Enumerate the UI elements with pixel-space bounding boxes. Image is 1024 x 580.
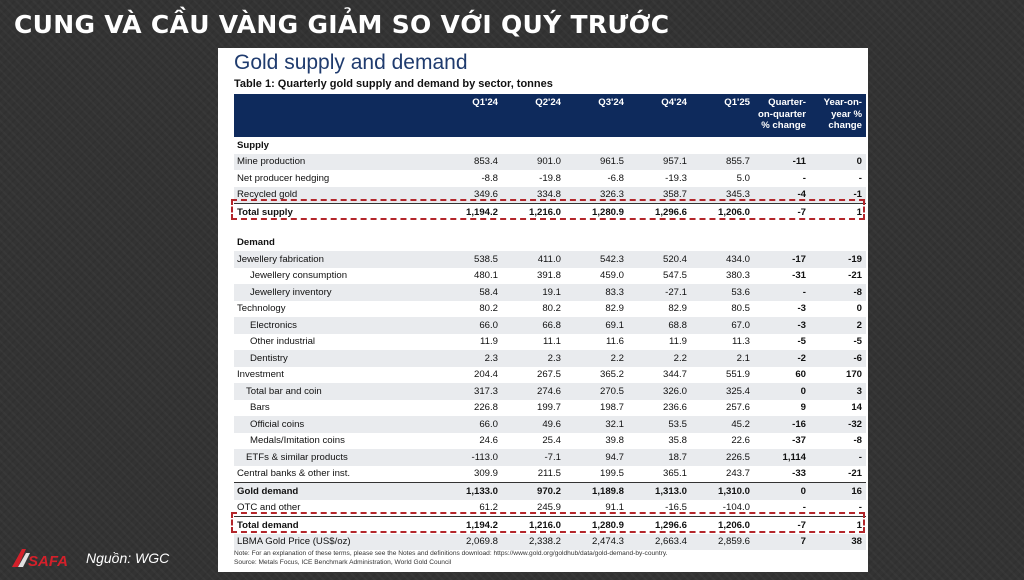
cell-qoq: -3	[754, 317, 810, 334]
row-label: Other industrial	[250, 336, 316, 348]
table-row	[234, 284, 866, 301]
cell-q4-24: 82.9	[668, 303, 687, 315]
header-label-cell	[234, 94, 439, 137]
table-row	[234, 383, 866, 400]
row-label: ETFs & similar products	[234, 449, 439, 466]
cell-q3-24: 1,280.9	[565, 204, 628, 221]
cell-q1-24: 61.2	[479, 502, 498, 514]
cell-yoy: 38	[810, 534, 866, 551]
source-caption: Nguồn: WGC	[86, 550, 170, 566]
svg-text:SAFA: SAFA	[28, 553, 69, 570]
cell-qoq: -	[802, 172, 806, 184]
cell-q4-24: 520.4	[628, 251, 691, 268]
header-q1-24: Q1'24	[439, 94, 502, 137]
cell-q1-24: -8.8	[481, 172, 498, 184]
header-q2-24: Q2'24	[502, 94, 565, 137]
cell-q1-24: 66.0	[439, 317, 502, 334]
cell-q4-24: 53.5	[628, 416, 691, 433]
cell-q4-24: 358.7	[628, 187, 691, 204]
cell-q2-24: 245.9	[536, 502, 561, 514]
cell-q4-24: -19.3	[665, 172, 687, 184]
cell-q2-24: 970.2	[502, 483, 565, 500]
header-qoq-line3: % change	[761, 120, 806, 131]
cell-q3-24: -6.8	[607, 172, 624, 184]
cell-qoq: -4	[754, 187, 810, 204]
cell-q4-24: 18.7	[628, 449, 691, 466]
cell-q4-24: -16.5	[665, 502, 687, 514]
cell-qoq: -17	[754, 251, 810, 268]
cell-q1-25: 22.6	[731, 435, 750, 447]
row-label: Mine production	[234, 154, 439, 171]
cell-q1-24: 1,194.2	[439, 204, 502, 221]
cell-q1-25: 243.7	[725, 468, 750, 480]
cell-yoy: 0	[856, 303, 862, 315]
gold-demand-row	[234, 483, 866, 500]
cell-qoq: -31	[792, 270, 806, 282]
cell-q1-25: 434.0	[691, 251, 754, 268]
cell-yoy: -21	[848, 270, 862, 282]
row-label: LBMA Gold Price (US$/oz)	[234, 534, 439, 551]
cell-q3-24: 2,474.3	[565, 534, 628, 551]
table-row	[234, 416, 866, 433]
header-qoq-line1: Quarter-	[768, 97, 806, 108]
cell-q1-24: 58.4	[439, 284, 502, 301]
cell-q3-24: 961.5	[565, 154, 628, 171]
cell-yoy: 0	[810, 154, 866, 171]
row-label: Jewellery consumption	[250, 270, 348, 282]
cell-q1-25: 257.6	[725, 402, 750, 414]
row-label: Dentistry	[234, 350, 439, 367]
cell-qoq: -	[754, 284, 810, 301]
spacer-row	[234, 221, 866, 235]
cell-qoq: -5	[797, 336, 806, 348]
cell-qoq: 7	[754, 534, 810, 551]
cell-qoq: -37	[792, 435, 806, 447]
cell-q2-24: -7.1	[502, 449, 565, 466]
cell-q2-24: 25.4	[542, 435, 561, 447]
cell-q1-25: 80.5	[731, 303, 750, 315]
cell-q1-25: 5.0	[736, 172, 750, 184]
cell-q2-24: 901.0	[502, 154, 565, 171]
table-notes	[234, 549, 668, 567]
row-label: Gold demand	[234, 483, 439, 500]
row-label: Net producer hedging	[237, 172, 330, 184]
cell-q2-24: 1,216.0	[502, 204, 565, 221]
cell-q1-25: 551.9	[725, 369, 750, 381]
table-row	[234, 367, 866, 384]
row-label: Demand	[237, 237, 275, 249]
cell-q1-25: 1,206.0	[691, 517, 754, 534]
cell-q1-24: 480.1	[473, 270, 498, 282]
cell-q4-24: 547.5	[662, 270, 687, 282]
highlight-total-demand	[231, 512, 865, 533]
cell-qoq: 9	[800, 402, 806, 414]
cell-yoy: -19	[810, 251, 866, 268]
cell-q3-24: 542.3	[565, 251, 628, 268]
cell-q3-24: 459.0	[599, 270, 624, 282]
cell-q1-25: 325.4	[691, 383, 754, 400]
cell-qoq: -16	[754, 416, 810, 433]
cell-qoq: 1,114	[754, 449, 810, 466]
cell-q3-24: 199.5	[599, 468, 624, 480]
cell-q4-24: 344.7	[662, 369, 687, 381]
cell-qoq: -2	[754, 350, 810, 367]
row-label: Medals/Imitation coins	[250, 435, 345, 447]
row-label: Jewellery inventory	[234, 284, 439, 301]
cell-q2-24: 19.1	[502, 284, 565, 301]
cell-yoy: -	[858, 172, 862, 184]
row-label: Supply	[237, 139, 269, 151]
cell-q1-25: 380.3	[725, 270, 750, 282]
report-panel	[218, 48, 868, 572]
cell-q4-24: 236.6	[662, 402, 687, 414]
supply-demand-table	[234, 94, 864, 550]
header-yoy-change	[810, 94, 866, 137]
cell-yoy: -5	[853, 336, 862, 348]
cell-q2-24: 49.6	[502, 416, 565, 433]
cell-q3-24: 94.7	[565, 449, 628, 466]
cell-qoq: 0	[754, 483, 810, 500]
safa-logo	[10, 545, 72, 571]
cell-q1-25: 2.1	[691, 350, 754, 367]
cell-qoq: -7	[754, 204, 810, 221]
cell-q1-24: 226.8	[473, 402, 498, 414]
cell-q1-24: 66.0	[439, 416, 502, 433]
cell-q1-25: 2,859.6	[691, 534, 754, 551]
cell-q1-25: 11.3	[732, 336, 750, 348]
cell-yoy: 1	[810, 204, 866, 221]
cell-yoy: 3	[810, 383, 866, 400]
cell-q3-24: 1,280.9	[565, 517, 628, 534]
cell-q3-24: 11.6	[606, 336, 624, 348]
table-row	[234, 534, 866, 551]
cell-q4-24: 35.8	[668, 435, 687, 447]
cell-q2-24: 2.3	[502, 350, 565, 367]
section-demand	[234, 235, 866, 252]
cell-qoq: -	[802, 502, 806, 514]
cell-q1-24: 24.6	[479, 435, 498, 447]
cell-q2-24: 334.8	[502, 187, 565, 204]
cell-qoq: 0	[754, 383, 810, 400]
table-row	[234, 317, 866, 334]
cell-q1-25: 345.3	[691, 187, 754, 204]
cell-yoy: 1	[810, 517, 866, 534]
table-caption: Table 1: Quarterly gold supply and demand by sector, tonnes	[234, 78, 553, 90]
cell-q3-24: 326.3	[565, 187, 628, 204]
cell-q2-24: 2,338.2	[502, 534, 565, 551]
cell-q3-24: 91.1	[605, 502, 624, 514]
header-q1-25: Q1'25	[691, 94, 754, 137]
cell-q2-24: 274.6	[502, 383, 565, 400]
cell-q1-24: -113.0	[439, 449, 502, 466]
table-row	[234, 334, 866, 351]
cell-q1-25: 1,206.0	[691, 204, 754, 221]
header-yoy-line3: change	[828, 120, 862, 131]
table-row	[234, 350, 866, 367]
cell-yoy: -1	[810, 187, 866, 204]
cell-q2-24: 199.7	[536, 402, 561, 414]
cell-q2-24: 391.8	[536, 270, 561, 282]
cell-q1-24: 2.3	[439, 350, 502, 367]
cell-q4-24: 365.1	[662, 468, 687, 480]
header-yoy-line1: Year-on-	[823, 97, 862, 108]
cell-q1-24: 1,194.2	[439, 517, 502, 534]
cell-q3-24: 69.1	[565, 317, 628, 334]
header-qoq-line2: on-quarter	[758, 108, 806, 120]
cell-yoy: -8	[853, 435, 862, 447]
cell-q4-24: 957.1	[628, 154, 691, 171]
cell-yoy: 14	[851, 402, 862, 414]
cell-q4-24: 2.2	[628, 350, 691, 367]
cell-qoq: -33	[792, 468, 806, 480]
cell-q3-24: 32.1	[565, 416, 628, 433]
section-supply	[234, 137, 866, 154]
cell-q3-24: 82.9	[605, 303, 624, 315]
cell-q1-25: 53.6	[691, 284, 754, 301]
cell-q4-24: 68.8	[628, 317, 691, 334]
cell-q1-25: -104.0	[722, 502, 750, 514]
cell-q3-24: 83.3	[565, 284, 628, 301]
cell-qoq: -11	[754, 154, 810, 171]
header-yoy-line2: year %	[831, 108, 862, 120]
cell-q4-24: -27.1	[628, 284, 691, 301]
table-row	[234, 170, 866, 187]
table-row	[234, 154, 866, 171]
cell-q2-24: 1,216.0	[502, 517, 565, 534]
row-label: Total supply	[234, 204, 439, 221]
cell-q1-24: 11.9	[480, 336, 498, 348]
cell-q3-24: 39.8	[605, 435, 624, 447]
cell-yoy: 2	[810, 317, 866, 334]
cell-q4-24: 1,313.0	[628, 483, 691, 500]
cell-q1-24: 80.2	[479, 303, 498, 315]
cell-q2-24: 211.5	[537, 468, 561, 480]
cell-yoy: 170	[845, 369, 862, 381]
row-label: Electronics	[234, 317, 439, 334]
cell-q1-25: 855.7	[691, 154, 754, 171]
cell-q3-24: 2.2	[565, 350, 628, 367]
cell-q3-24: 270.5	[565, 383, 628, 400]
row-label: Central banks & other inst.	[237, 468, 351, 480]
source-note-text: Source: Metals Focus, ICE Benchmark Administration, World Gold Council	[234, 559, 452, 566]
doc-heading: Gold supply and demand	[234, 51, 468, 74]
cell-yoy: -21	[848, 468, 862, 480]
cell-q2-24: 80.2	[542, 303, 561, 315]
cell-q3-24: 365.2	[599, 369, 624, 381]
highlight-total-supply	[231, 199, 865, 220]
row-label: Recycled gold	[234, 187, 439, 204]
table-row	[234, 400, 866, 417]
row-label: Technology	[237, 303, 286, 315]
cell-yoy: -	[858, 502, 862, 514]
cell-q2-24: 411.0	[502, 251, 565, 268]
row-label: Bars	[250, 402, 270, 414]
cell-q1-24: 317.3	[439, 383, 502, 400]
cell-qoq: -3	[797, 303, 806, 315]
cell-q1-24: 2,069.8	[439, 534, 502, 551]
row-label: Total bar and coin	[234, 383, 439, 400]
cell-yoy: -8	[810, 284, 866, 301]
cell-q4-24: 1,296.6	[628, 517, 691, 534]
table-row	[234, 433, 866, 450]
row-label: Jewellery fabrication	[234, 251, 439, 268]
cell-q1-25: 226.5	[691, 449, 754, 466]
cell-q4-24: 1,296.6	[628, 204, 691, 221]
cell-q3-24: 1,189.8	[565, 483, 628, 500]
cell-q3-24: 198.7	[599, 402, 624, 414]
table-row	[234, 301, 866, 318]
cell-q4-24: 326.0	[628, 383, 691, 400]
header-q3-24: Q3'24	[565, 94, 628, 137]
cell-yoy: -6	[810, 350, 866, 367]
cell-q1-25: 45.2	[691, 416, 754, 433]
cell-q2-24: -19.8	[539, 172, 561, 184]
table-header-row	[234, 94, 866, 137]
cell-q1-24: 538.5	[439, 251, 502, 268]
cell-q1-24: 853.4	[439, 154, 502, 171]
table-row	[234, 268, 866, 285]
cell-yoy: -32	[810, 416, 866, 433]
cell-q2-24: 267.5	[536, 369, 561, 381]
row-label: OTC and other	[237, 502, 301, 514]
cell-q1-25: 67.0	[691, 317, 754, 334]
cell-q4-24: 11.9	[669, 336, 687, 348]
cell-q1-24: 309.9	[473, 468, 498, 480]
cell-q1-24: 204.4	[473, 369, 498, 381]
cell-qoq: -7	[754, 517, 810, 534]
cell-q2-24: 11.1	[543, 336, 561, 348]
note-text: Note: For an explanation of these terms, please see the Notes and definitions download: https://www.gold.org/goldhub/data/gold-demand-by-country.	[234, 550, 668, 557]
row-label: Official coins	[234, 416, 439, 433]
table-row	[234, 466, 866, 483]
row-label: Investment	[237, 369, 284, 381]
row-label: Total demand	[234, 517, 439, 534]
cell-q2-24: 66.8	[502, 317, 565, 334]
header-qoq-change	[754, 94, 810, 137]
cell-yoy: 16	[810, 483, 866, 500]
cell-qoq: 60	[795, 369, 806, 381]
header-q4-24: Q4'24	[628, 94, 691, 137]
table-row	[234, 449, 866, 466]
table-row	[234, 251, 866, 268]
cell-q1-24: 1,133.0	[439, 483, 502, 500]
cell-q1-25: 1,310.0	[691, 483, 754, 500]
cell-q4-24: 2,663.4	[628, 534, 691, 551]
slide-title: CUNG VÀ CẦU VÀNG GIẢM SO VỚI QUÝ TRƯỚC	[14, 10, 670, 39]
cell-q1-24: 349.6	[439, 187, 502, 204]
cell-yoy: -	[810, 449, 866, 466]
